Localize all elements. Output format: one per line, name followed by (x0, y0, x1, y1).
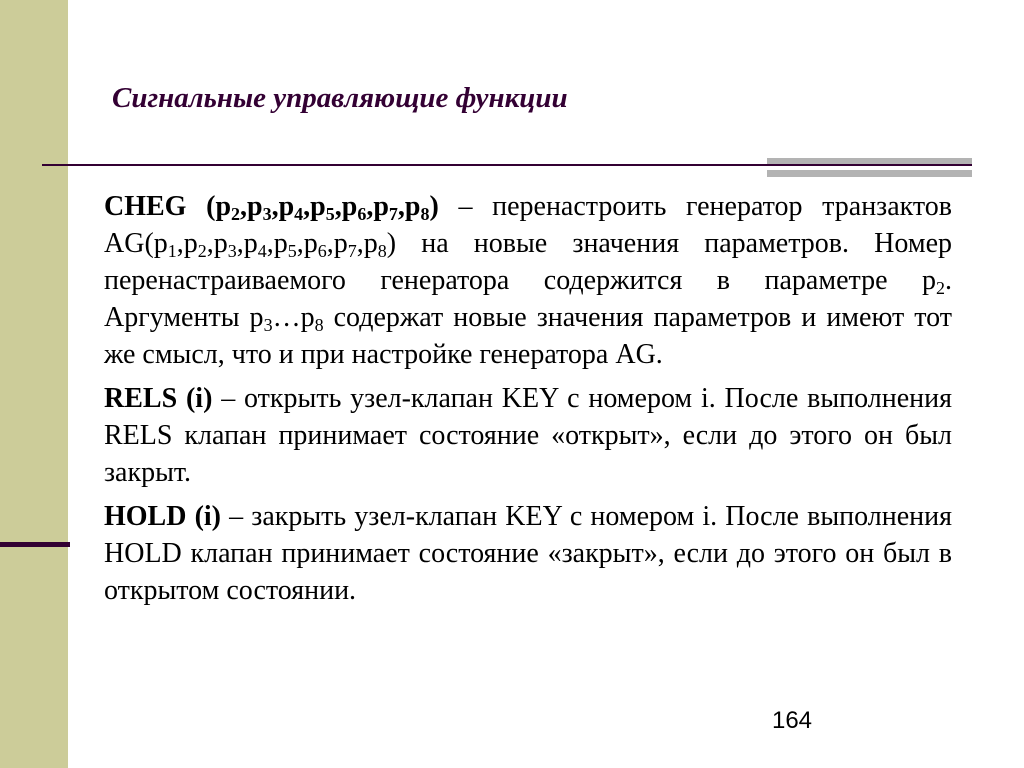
arg-sep: ,p (303, 191, 326, 222)
subscript: 3 (263, 315, 273, 335)
cheg-args-close: ) (429, 191, 439, 222)
cheg-args (186, 191, 438, 222)
title-rule-shadow-bottom (767, 170, 972, 177)
subscript: 1 (167, 241, 177, 261)
arg-sep: ,p (334, 191, 358, 222)
left-accent-rule (0, 542, 70, 547)
arg-sep: ,p (236, 228, 258, 259)
subscript: 4 (294, 204, 304, 224)
cheg-args-open: (p (186, 191, 232, 222)
arg-sep: ,p (206, 228, 228, 259)
keyword-hold: HOLD (i) (104, 501, 222, 532)
subscript: 2 (231, 204, 241, 224)
subscript: 3 (262, 204, 272, 224)
subscript: 5 (287, 241, 297, 261)
cheg-text-5: содержат новые значения параметров и имеют тот же смысл, что и при настройке генератора AG. (104, 302, 953, 370)
subscript: 2 (197, 241, 207, 261)
keyword-rels: RELS (i) (104, 383, 213, 414)
cheg-text-2: ) на новые значения параметров. Номер перенастраиваемого генератора содержится в параметре p (104, 228, 952, 296)
subscript: 6 (357, 204, 367, 224)
arg-sep: ,p (266, 228, 288, 259)
subscript: 6 (317, 241, 327, 261)
cheg-text-4: …p (272, 302, 315, 333)
subscript: 7 (388, 204, 398, 224)
keyword-cheg: CHEG (104, 191, 187, 222)
arg-sep: ,p (397, 191, 421, 222)
title-divider-rule (42, 164, 972, 166)
arg-sep: ,p (366, 191, 389, 222)
subscript: 8 (420, 204, 430, 224)
arg-sep: ,p (326, 228, 348, 259)
arg-sep: ,p (271, 191, 295, 222)
subscript: 8 (377, 241, 387, 261)
arg-sep: ,p (176, 228, 198, 259)
subscript: 4 (257, 241, 267, 261)
cheg-text-3: . Аргументы p (104, 265, 952, 333)
subscript: 5 (325, 204, 335, 224)
page-number: 164 (771, 707, 813, 734)
hold-text: – закрыть узел-клапан KEY с номером i. После выполнения HOLD клапан принимает состояние «закрыт», если до этого он был в открытом состоянии. (104, 501, 952, 606)
cheg-text-1: – перенастроить генератор транзактов AG(p (104, 191, 952, 259)
paragraph-cheg (104, 188, 952, 373)
subscript: 3 (227, 241, 237, 261)
arg-sep: ,p (240, 191, 263, 222)
subscript: 7 (347, 241, 357, 261)
paragraph-rels (104, 380, 952, 491)
slide-title: Сигнальные управляющие функции (112, 82, 568, 114)
left-decorative-band (0, 0, 68, 768)
rels-text: – открыть узел-клапан KEY с номером i. После выполнения RELS клапан принимает состояние «открыт», если до этого он был закрыт. (104, 383, 953, 488)
arg-sep: ,p (296, 228, 318, 259)
slide-body (104, 188, 952, 616)
paragraph-hold (104, 498, 952, 609)
subscript: 2 (936, 278, 945, 298)
arg-sep: ,p (356, 228, 378, 259)
subscript: 8 (314, 315, 324, 335)
